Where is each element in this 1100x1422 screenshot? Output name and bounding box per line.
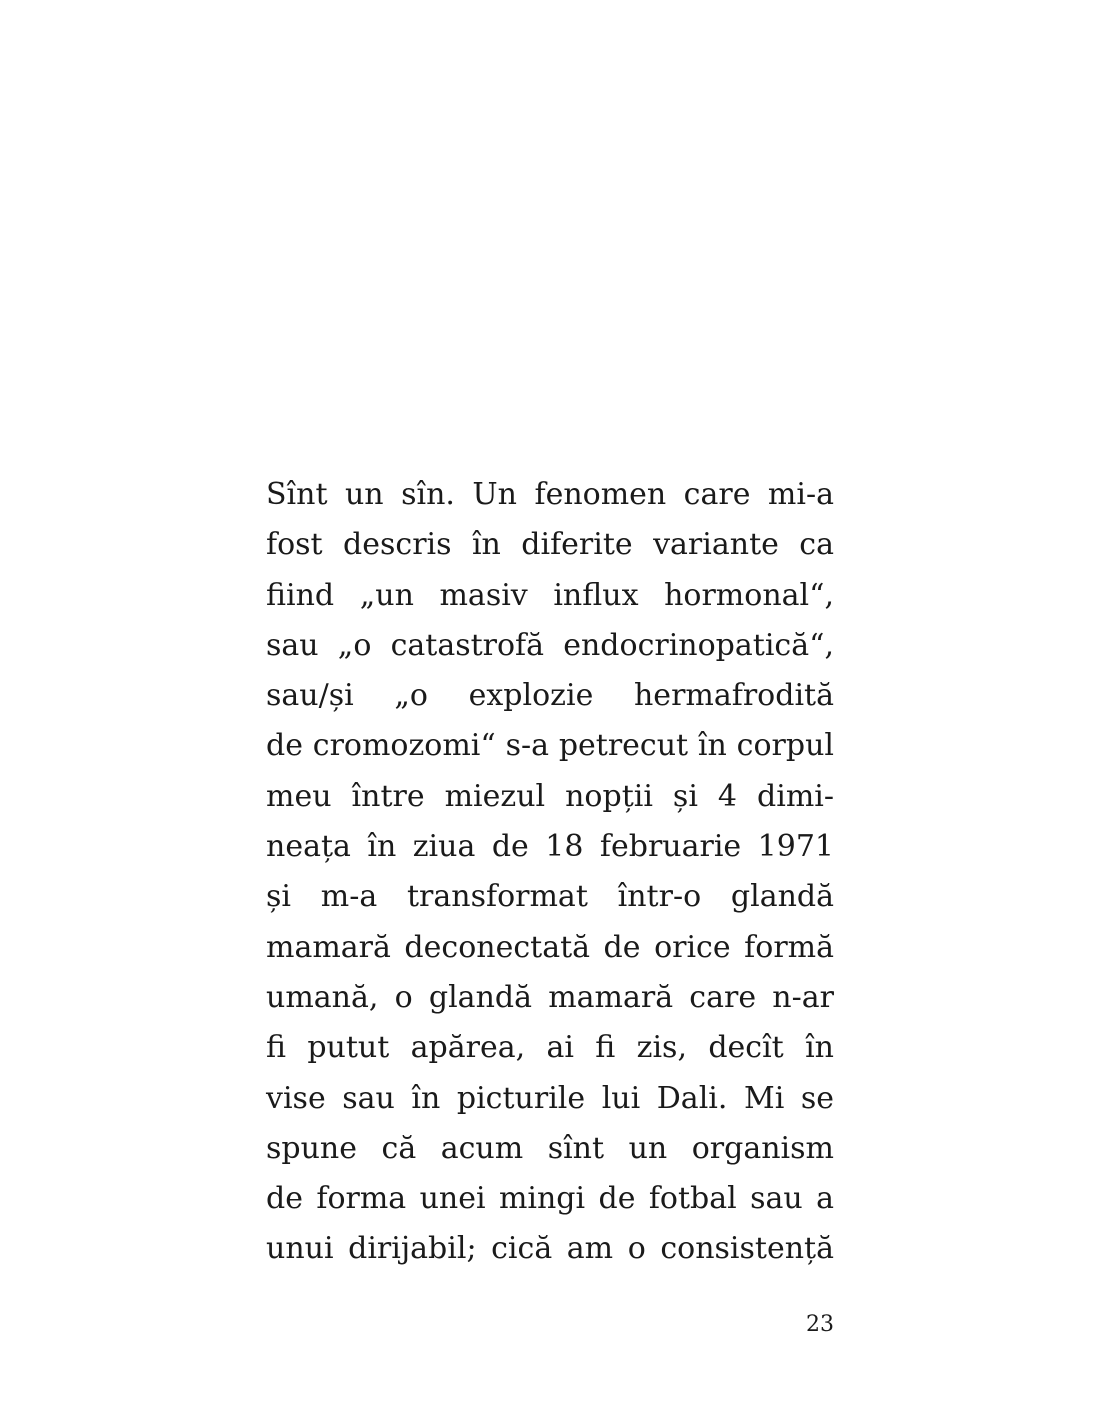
body-paragraph — [266, 470, 834, 1275]
text-line: și m-a transformat într-o glandă — [266, 879, 834, 915]
text-line: de cromozomi“ s-a petrecut în corpul — [266, 728, 834, 764]
text-line: spune că acum sînt un organism — [266, 1130, 834, 1166]
text-line: unui dirijabil; cică am o consistență — [266, 1231, 834, 1267]
text-line: meu între miezul nopții și 4 dimi- — [266, 778, 834, 814]
text-line: sau/și „o explozie hermafrodită — [266, 678, 834, 714]
text-line: umană, o glandă mamară care n-ar — [266, 979, 834, 1015]
text-line: vise sau în picturile lui Dali. Mi se — [266, 1080, 834, 1116]
text-line: fi putut apărea, ai fi zis, decît în — [266, 1030, 834, 1066]
text-line: fiind „un masiv influx hormonal“, — [266, 577, 834, 613]
text-line: sau „o catastrofă endocrinopatică“, — [266, 627, 834, 663]
text-line: Sînt un sîn. Un fenomen care mi-a — [266, 477, 834, 512]
text-line: neața în ziua de 18 februarie 1971 — [266, 829, 834, 865]
text-line: de forma unei mingi de fotbal sau a — [266, 1181, 834, 1217]
page-number: 23 — [806, 1312, 834, 1337]
text-line: mamară deconectată de orice formă — [266, 929, 834, 965]
text-line: fost descris în diferite variante ca — [266, 527, 834, 563]
